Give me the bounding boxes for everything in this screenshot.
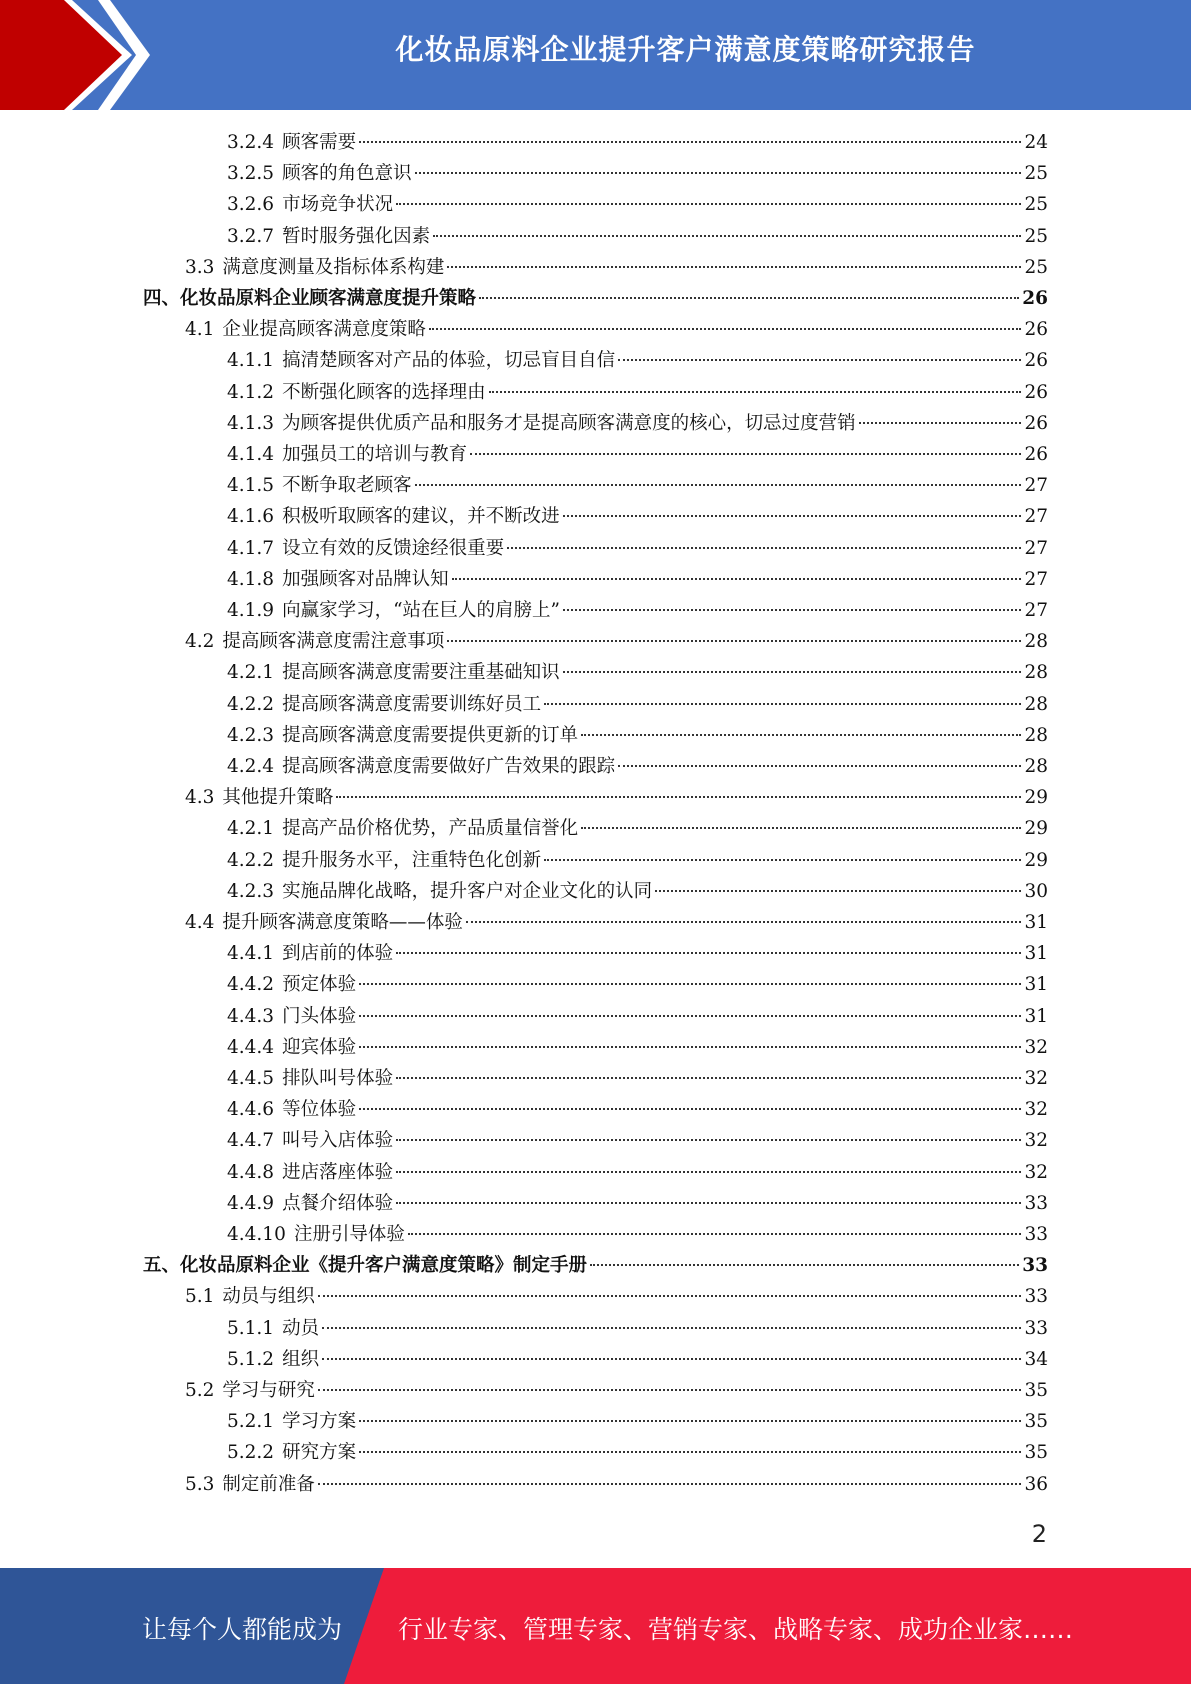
toc-entry[interactable]: [227, 1314, 1048, 1344]
toc-entry-page: 25: [1024, 225, 1048, 247]
toc-dot-leader: [655, 890, 1021, 892]
toc-entry-title: 加强顾客对品牌认知: [282, 568, 449, 590]
toc-entry-title: 到店前的体验: [282, 943, 394, 965]
toc-entry-page: 34: [1024, 1348, 1048, 1370]
toc-entry[interactable]: [143, 1251, 1048, 1281]
toc-entry-number: 4.1.5: [227, 475, 275, 497]
toc-entry-page: 25: [1024, 163, 1048, 185]
toc-entry[interactable]: [185, 1376, 1048, 1406]
toc-dot-leader: [318, 1389, 1022, 1391]
toc-dot-leader: [618, 765, 1021, 767]
toc-dot-leader: [563, 609, 1021, 611]
toc-entry-number: 4.1.2: [227, 381, 275, 403]
toc-entry[interactable]: [227, 1158, 1048, 1188]
toc-entry-number: 5.2: [185, 1380, 215, 1401]
toc-entry-page: 26: [1024, 319, 1048, 341]
toc-entry-title: 叫号入店体验: [282, 1130, 394, 1152]
toc-entry-number: 4.2.2: [227, 849, 275, 871]
toc-entry-page: 33: [1024, 1224, 1048, 1245]
toc-entry-title: 积极听取顾客的建议，并不断改进: [282, 506, 560, 528]
toc-entry-number: 4.1.9: [227, 600, 275, 621]
toc-entry-title: 满意度测量及指标体系构建: [222, 256, 445, 278]
toc-entry-number: 4.2.2: [227, 693, 275, 715]
toc-entry[interactable]: [143, 284, 1048, 314]
toc-entry[interactable]: [227, 877, 1048, 907]
toc-entry-page: 33: [1024, 1317, 1048, 1339]
toc-entry-number: 4.1.7: [227, 537, 275, 559]
toc-entry-page: 35: [1024, 1411, 1048, 1433]
toc-dot-leader: [359, 1451, 1021, 1453]
toc-entry-title: 注册引导体验: [293, 1224, 405, 1245]
toc-entry[interactable]: [185, 783, 1048, 813]
toc-dot-leader: [479, 297, 1019, 299]
toc-entry[interactable]: [185, 1470, 1048, 1500]
toc-entry-page: 25: [1024, 256, 1048, 278]
toc-dot-leader: [322, 1327, 1021, 1329]
toc-entry-page: 29: [1024, 818, 1048, 840]
toc-entry-title: 为顾客提供优质产品和服务才是提高顾客满意度的核心，切忌过度营销: [282, 412, 856, 434]
toc-entry-page: 32: [1024, 1130, 1048, 1152]
toc-entry-title: 设立有效的反馈途经很重要: [282, 537, 505, 559]
toc-entry[interactable]: [227, 721, 1048, 751]
toc-entry[interactable]: [227, 1095, 1048, 1125]
toc-entry[interactable]: [227, 1002, 1048, 1032]
toc-entry[interactable]: [227, 471, 1048, 501]
toc-entry-page: 32: [1024, 1068, 1048, 1089]
toc-entry-title: 动员: [282, 1317, 320, 1339]
toc-entry-title: 提高顾客满意度需要提供更新的订单: [282, 724, 579, 746]
toc-entry[interactable]: [227, 222, 1048, 252]
toc-entry-number: 4.4.9: [227, 1192, 275, 1214]
toc-entry[interactable]: [227, 1345, 1048, 1375]
toc-dot-leader: [396, 1171, 1021, 1173]
toc-entry-page: 32: [1024, 1036, 1048, 1058]
toc-entry-title: 企业提高顾客满意度策略: [222, 319, 426, 341]
toc-dot-leader: [359, 983, 1021, 985]
toc-entry-page: 27: [1024, 506, 1048, 528]
toc-entry-number: 4.2.3: [227, 724, 275, 746]
toc-dot-leader: [359, 1046, 1021, 1048]
toc-entry-title: 不断强化顾客的选择理由: [282, 381, 486, 403]
toc-entry-title: 排队叫号体验: [282, 1068, 394, 1089]
toc-entry-title: 制定前准备: [222, 1473, 315, 1495]
toc-dot-leader: [336, 796, 1021, 798]
page-number: 2: [1031, 1520, 1047, 1548]
toc-entry-title: 市场竞争状况: [282, 194, 394, 216]
toc-dot-leader: [590, 1264, 1019, 1266]
toc-entry[interactable]: [227, 814, 1048, 844]
toc-dot-leader: [447, 266, 1021, 268]
toc-dot-leader: [563, 515, 1022, 517]
toc-entry-number: 5.2.1: [227, 1411, 275, 1433]
toc-dot-leader: [447, 640, 1021, 642]
toc-dot-leader: [359, 1108, 1021, 1110]
toc-entry-page: 36: [1024, 1473, 1048, 1495]
toc-entry-title: 提升服务水平，注重特色化创新: [282, 849, 542, 871]
toc-dot-leader: [470, 453, 1021, 455]
toc-entry-number: 3.2.5: [227, 163, 275, 185]
toc-entry-page: 31: [1024, 1005, 1048, 1027]
toc-entry-page: 28: [1024, 662, 1048, 684]
toc-dot-leader: [318, 1483, 1022, 1485]
toc-entry-page: 28: [1024, 756, 1048, 777]
toc-entry-title: 预定体验: [282, 974, 357, 996]
toc-entry[interactable]: [227, 1438, 1048, 1468]
toc-entry-page: 29: [1024, 849, 1048, 871]
toc-entry[interactable]: [227, 409, 1048, 439]
footer-slogan-right: 行业专家、管理专家、营销专家、战略专家、成功企业家……: [398, 1615, 1074, 1644]
toc-entry-title: 提高顾客满意度需要训练好员工: [282, 693, 542, 715]
toc-entry-number: 5.1.1: [227, 1317, 275, 1339]
toc-dot-leader: [396, 952, 1021, 954]
toc-entry-number: 5.1.2: [227, 1348, 275, 1370]
toc-entry-title: 组织: [282, 1348, 320, 1370]
toc-entry-title: 加强员工的培训与教育: [282, 444, 468, 465]
toc-entry-number: 4.4.7: [227, 1130, 275, 1152]
toc-entry-page: 33: [1024, 1192, 1048, 1214]
toc-entry-number: 4.4.8: [227, 1161, 275, 1183]
toc-entry[interactable]: [185, 253, 1048, 283]
toc-entry-page: 27: [1024, 475, 1048, 497]
toc-entry-title: 门头体验: [282, 1005, 357, 1027]
toc-dot-leader: [581, 827, 1021, 829]
toc-dot-leader: [544, 703, 1021, 705]
toc-entry[interactable]: [227, 128, 1048, 158]
toc-entry-number: 4.1.4: [227, 444, 275, 465]
toc-dot-leader: [618, 359, 1021, 361]
toc-entry-number: 4.3: [185, 787, 215, 809]
toc-entry-page: 32: [1024, 1161, 1048, 1183]
toc-entry-number: 3.2.4: [227, 132, 275, 153]
toc-entry-number: 4.4.2: [227, 974, 275, 996]
red-arrow-icon: [0, 0, 160, 110]
toc-entry-page: 33: [1024, 1286, 1048, 1308]
toc-entry-page: 26: [1022, 288, 1048, 309]
toc-dot-leader: [396, 1202, 1021, 1204]
toc-entry-page: 33: [1022, 1255, 1048, 1277]
toc-dot-leader: [415, 484, 1022, 486]
toc-entry-page: 32: [1024, 1099, 1048, 1121]
toc-entry-title: 向赢家学习，“站在巨人的肩膀上”: [282, 600, 560, 621]
toc-dot-leader: [415, 172, 1022, 174]
toc-entry-title: 提高顾客满意度需要注重基础知识: [282, 662, 560, 684]
toc-entry[interactable]: [227, 346, 1048, 376]
toc-entry-page: 26: [1024, 412, 1048, 434]
toc-entry-number: 4.4.6: [227, 1099, 275, 1121]
toc-dot-leader: [429, 328, 1022, 330]
toc-dot-leader: [359, 1420, 1021, 1422]
toc-entry-title: 学习方案: [282, 1411, 357, 1433]
toc-entry-number: 4.1.3: [227, 412, 275, 434]
toc-entry-title: 提高产品价格优势，产品质量信誉化: [282, 818, 579, 840]
toc-entry-title: 提升顾客满意度策略——体验: [222, 912, 463, 933]
toc-dot-leader: [452, 578, 1022, 580]
report-title: 化妆品原料企业提升客户满意度策略研究报告: [395, 33, 976, 66]
toc-entry[interactable]: [185, 315, 1048, 345]
toc-entry-page: 26: [1024, 444, 1048, 465]
toc-entry-page: 29: [1024, 787, 1048, 809]
toc-entry[interactable]: [227, 502, 1048, 532]
toc-entry[interactable]: [185, 627, 1048, 657]
toc-entry[interactable]: [227, 658, 1048, 688]
toc-entry-number: 4.1.8: [227, 568, 275, 590]
toc-entry-page: 25: [1024, 194, 1048, 216]
toc-dot-leader: [359, 141, 1021, 143]
toc-dot-leader: [318, 1295, 1022, 1297]
toc-entry-title: 暂时服务强化因素: [282, 225, 431, 247]
toc-entry[interactable]: [227, 190, 1048, 220]
toc-entry-number: 5.2.2: [227, 1442, 275, 1464]
toc-entry-page: 27: [1024, 600, 1048, 621]
toc-entry-number: 4.1.1: [227, 350, 275, 372]
toc-entry[interactable]: [227, 1220, 1048, 1250]
toc-entry-title: 动员与组织: [222, 1286, 315, 1308]
toc-entry-page: 26: [1024, 350, 1048, 372]
toc-entry-title: 不断争取老顾客: [282, 475, 412, 497]
toc-entry[interactable]: [227, 752, 1048, 782]
toc-entry-page: 30: [1024, 880, 1048, 902]
toc-dot-leader: [563, 671, 1022, 673]
toc-entry-number: 4.4.4: [227, 1036, 275, 1058]
toc-entry-title: 点餐介绍体验: [282, 1192, 394, 1214]
page-footer: [0, 1568, 1191, 1684]
toc-entry-page: 27: [1024, 537, 1048, 559]
toc-entry[interactable]: [227, 846, 1048, 876]
toc-entry[interactable]: [227, 534, 1048, 564]
toc-entry-number: 4.4.5: [227, 1068, 275, 1089]
toc-entry-title: 学习与研究: [222, 1380, 315, 1401]
toc-dot-leader: [466, 921, 1022, 923]
toc-dot-leader: [322, 1358, 1021, 1360]
toc-entry[interactable]: [227, 1189, 1048, 1219]
toc-entry[interactable]: [227, 1064, 1048, 1094]
footer-slogan-left: 让每个人都能成为: [142, 1615, 343, 1644]
toc-entry-number: 3.2.7: [227, 225, 275, 247]
toc-entry-page: 24: [1024, 132, 1048, 153]
page-header: [0, 0, 1191, 110]
toc-entry-number: 5.1: [185, 1286, 215, 1308]
toc-entry-number: 5.3: [185, 1473, 215, 1495]
toc-entry-number: 4.1: [185, 319, 215, 341]
toc-entry[interactable]: [185, 908, 1048, 938]
toc-entry[interactable]: [227, 1033, 1048, 1063]
toc-dot-leader: [581, 734, 1021, 736]
toc-entry-number: 3.2.6: [227, 194, 275, 216]
toc-entry-page: 31: [1024, 974, 1048, 996]
toc-entry[interactable]: [227, 690, 1048, 720]
toc-entry-title: 搞清楚顾客对产品的体验，切忌盲目自信: [282, 350, 616, 372]
toc-entry-title: 进店落座体验: [282, 1161, 394, 1183]
toc-entry-number: 4.1.6: [227, 506, 275, 528]
toc-dot-leader: [396, 203, 1021, 205]
toc-entry-page: 28: [1024, 631, 1048, 653]
toc-entry-number: 4.2.1: [227, 818, 275, 840]
toc-dot-leader: [544, 859, 1021, 861]
toc-entry-title: 实施品牌化战略，提升客户对企业文化的认同: [282, 880, 653, 902]
toc-dot-leader: [396, 1077, 1021, 1079]
toc-dot-leader: [408, 1233, 1022, 1235]
toc-dot-leader: [859, 422, 1022, 424]
toc-entry-page: 35: [1024, 1380, 1048, 1401]
toc-entry-page: 27: [1024, 568, 1048, 590]
toc-dot-leader: [359, 1015, 1021, 1017]
toc-entry[interactable]: [227, 378, 1048, 408]
toc-entry-page: 28: [1024, 693, 1048, 715]
toc-entry-number: 4.2.1: [227, 662, 275, 684]
toc-entry-title: 迎宾体验: [282, 1036, 357, 1058]
toc-entry-page: 35: [1024, 1442, 1048, 1464]
toc-entry-title: 顾客的角色意识: [282, 163, 412, 185]
toc-entry-page: 31: [1024, 943, 1048, 965]
toc-entry-title: 五、化妆品原料企业《提升客户满意度策略》制定手册: [143, 1255, 588, 1277]
toc-entry-number: 3.3: [185, 256, 215, 278]
toc-entry-page: 26: [1024, 381, 1048, 403]
toc-entry-title: 其他提升策略: [222, 787, 334, 809]
toc-entry[interactable]: [185, 1282, 1048, 1312]
toc-entry[interactable]: [227, 596, 1048, 626]
toc-dot-leader: [507, 547, 1021, 549]
toc-entry-number: 4.4: [185, 912, 215, 933]
toc-entry-number: 4.4.1: [227, 943, 275, 965]
toc-entry-title: 顾客需要: [282, 132, 357, 153]
toc-entry[interactable]: [227, 939, 1048, 969]
toc-entry-number: 4.4.3: [227, 1005, 275, 1027]
toc-entry-title: 提高顾客满意度需要做好广告效果的跟踪: [282, 756, 616, 777]
toc-entry-number: 4.2.3: [227, 880, 275, 902]
toc-entry[interactable]: [227, 1126, 1048, 1156]
toc-entry[interactable]: [227, 1407, 1048, 1437]
toc-entry-number: 4.2: [185, 631, 215, 653]
toc-entry-page: 31: [1024, 912, 1048, 933]
toc-entry-title: 研究方案: [282, 1442, 357, 1464]
toc-entry[interactable]: [227, 565, 1048, 595]
toc-entry-title: 等位体验: [282, 1099, 357, 1121]
toc-entry-number: 4.2.4: [227, 756, 275, 777]
toc-entry[interactable]: [227, 440, 1048, 470]
toc-entry-number: 4.4.10: [227, 1224, 286, 1245]
toc-entry-title: 四、化妆品原料企业顾客满意度提升策略: [143, 288, 477, 309]
toc-entry-page: 28: [1024, 724, 1048, 746]
toc-dot-leader: [396, 1139, 1021, 1141]
toc-dot-leader: [433, 235, 1021, 237]
toc-entry[interactable]: [227, 159, 1048, 189]
toc-entry-title: 提高顾客满意度需注意事项: [222, 631, 445, 653]
toc-dot-leader: [489, 391, 1022, 393]
toc-entry[interactable]: [227, 970, 1048, 1000]
